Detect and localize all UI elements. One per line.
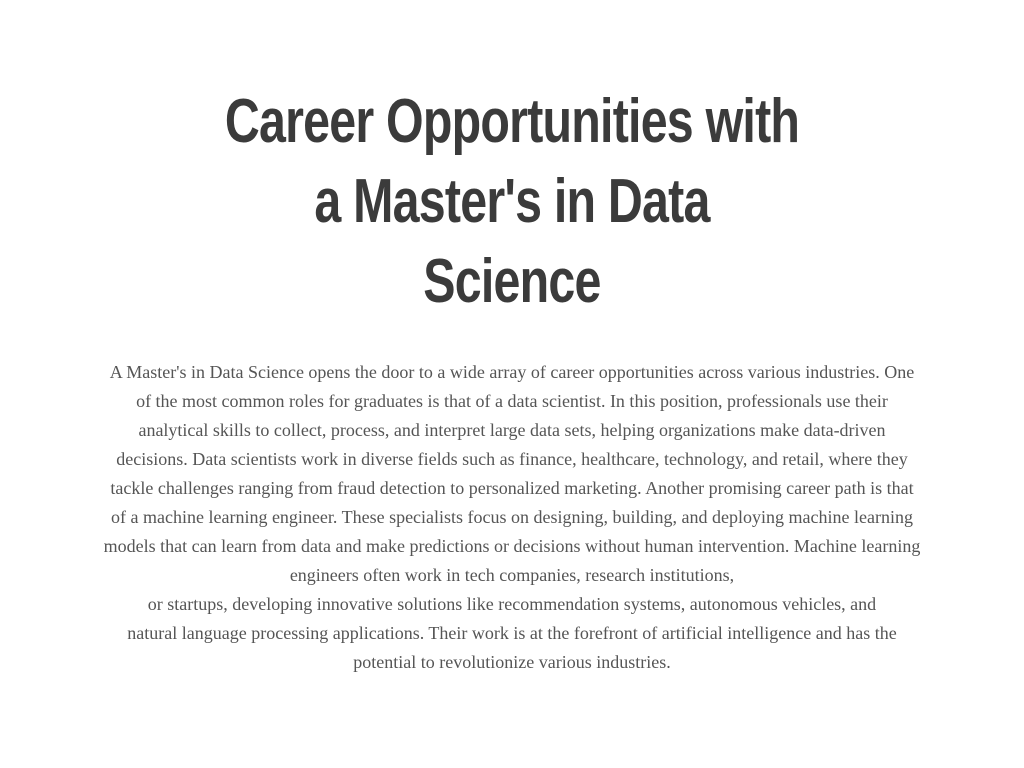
body-line: of the most common roles for graduates is that of a data scientist. In this position, professionals use their xyxy=(136,391,888,411)
body-line: of a machine learning engineer. These specialists focus on designing, building, and deploying machine learning xyxy=(111,507,913,527)
slide-title-line: Career Opportunities with xyxy=(224,87,800,156)
body-line: potential to revolutionize various industries. xyxy=(353,652,671,672)
body-line: natural language processing applications. Their work is at the forefront of artificial intelligence and has the xyxy=(127,623,897,643)
slide-title-line: a Master's in Data xyxy=(314,167,710,236)
slide-title xyxy=(113,82,912,322)
body-line: tackle challenges ranging from fraud detection to personalized marketing. Another promising career path is that xyxy=(110,478,914,498)
body-line: A Master's in Data Science opens the door to a wide array of career opportunities across various industries. One xyxy=(109,362,915,382)
body-line: decisions. Data scientists work in diverse fields such as finance, healthcare, technology, and retail, where they xyxy=(116,449,908,469)
slide-body-paragraph xyxy=(20,358,1004,677)
body-line: analytical skills to collect, process, and interpret large data sets, helping organizations make data-driven xyxy=(138,420,886,440)
slide-title-line: Science xyxy=(423,247,601,316)
body-line: or startups, developing innovative solutions like recommendation systems, autonomous vehicles, and xyxy=(147,594,877,614)
body-line: engineers often work in tech companies, research institutions, xyxy=(289,565,735,585)
body-line: models that can learn from data and make predictions or decisions without human intervention. Machine learning xyxy=(103,536,921,556)
